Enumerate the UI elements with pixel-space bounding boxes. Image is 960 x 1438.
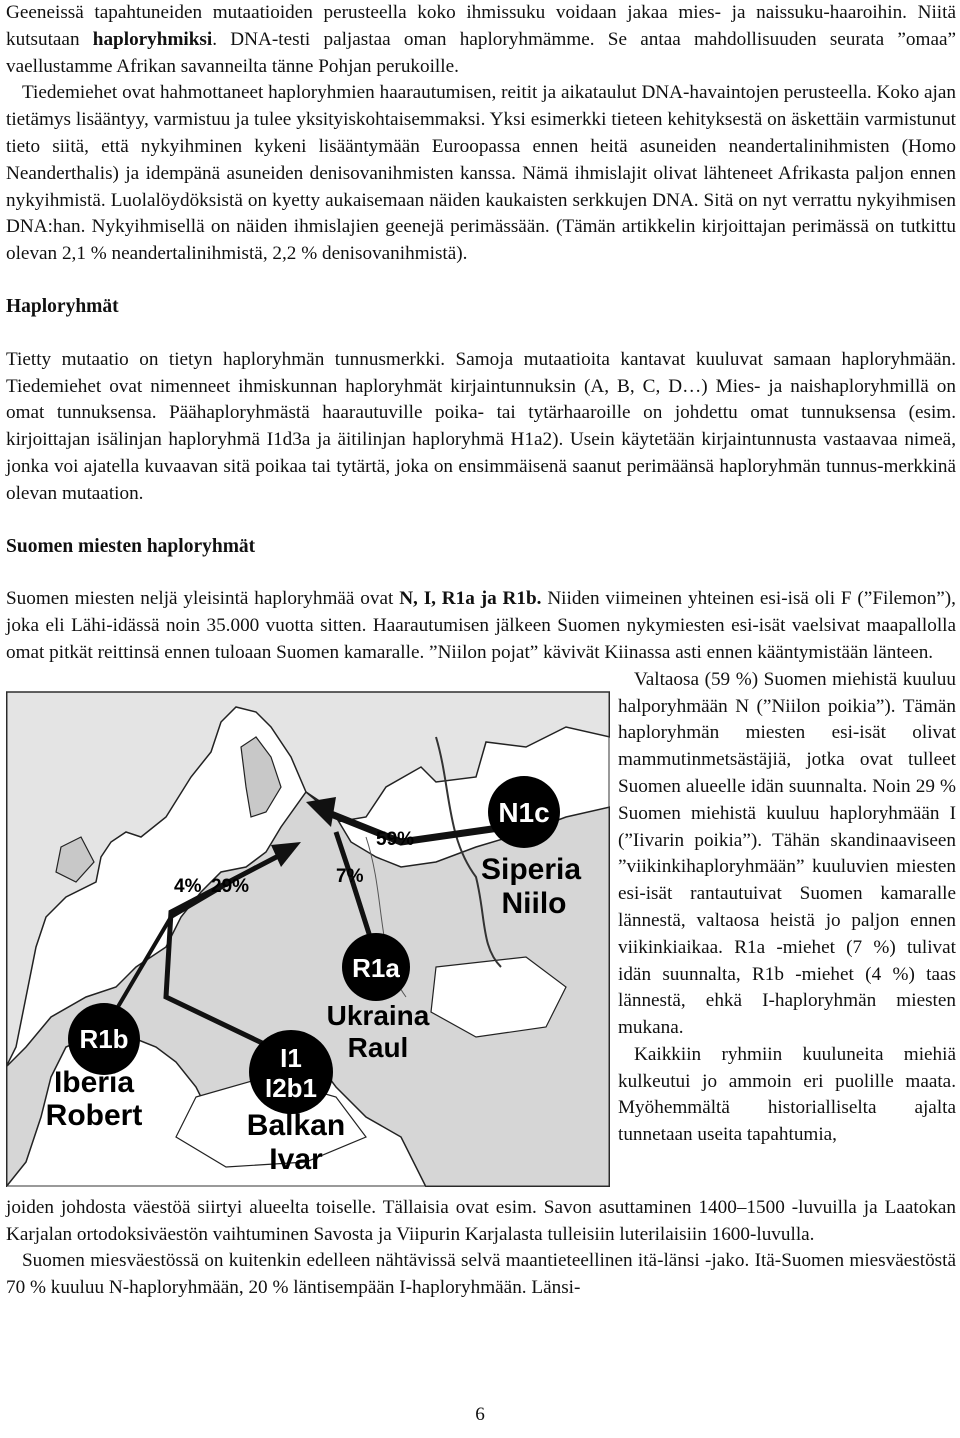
n1c-name: Niilo [501,886,567,920]
science-paragraph: Tiedemiehet ovat hahmottaneet haploryhmien haarautumisen, reitit ja aikataulut DNA-havaintojen perusteella. Koko ajan tietämys lisääntyy, varmistuu ja tulee yksityiskohtaisemmaksi. Yksi esimerkki tieteen kehityksestä on äskettäin varmistunut tieto siitä, että nykyihminen kykeni lisääntymään Euroopassa ennen heitä asuneiden neandertalinihmisten (Homo Neanderthalis) ja idempänä asuneiden denisovanihmisten kanssa. Nämä ihmislajit olivat lähteneet Afrikasta paljon ennen nykyihmistä. Luolalöydöksistä on kyetty aukaisemaan näiden kaukaisten serkkujen DNA. Sitä on nyt verrattu nykyihmisen DNA:han. Nykyihmisellä on näiden ihmislajien geenejä perimässään. (Tämän artikkelin kirjoittajan perimässä on tutkittu olevan 2,1 % neandertalinihmistä, 2,2 % denisovanihmistä). [6,82,956,265]
n1c-code: N1c [498,796,550,828]
side-paragraph-1: Valtaosa (59 %) Suomen miehistä kuuluu halporyhmään N (”Niilon poikia”). Tämän haploryhmän miesten esi-isät olivat mammutinmetsästäjiä, jotka ovat tulleet Suomen alueelle idän suunnalta. Noin 29 % Suomen miehistä kuuluu haploryhmään I (”Iivarin poikia”). Tähän skandinaaviseen ”viikinkihaploryhmään” kuuluvien miesten esi-isät rantautuivat Suomen kamaralle lännestä, valtaosa heistä jo paljon ennen viikinkiaikaa. R1a -miehet (7 %) tulivat idän suunnalta, R1b -miehet (4 %) taas lännestä, ehkä I-haploryhmän miesten mukana. [618,668,956,1039]
finnish-men-text-c: Niiden viimeinen yhteinen esi-isä oli F (”Filemon”), joka eli Lähi-idässä noin 35.000 vuotta sitten. Haarautumisen jälkeen Suomen nykymiesten esi-isät vaelsivat maapallolla omat pitkät reittinsä ennen tuloaan Suomen kamaralle. ”Niilon pojat” kävivät Kiinassa asti ennen kääntymistään länteen. [6,588,956,663]
sidebar-text [618,667,956,1149]
r1a-name: Raul [347,1031,409,1063]
east-west-paragraph: Suomen miesväestössä on kuitenkin edelleen nähtävissä selvä maantieteellinen itä-länsi -jako. Itä-Suomen miesväestöstä 70 % kuuluu N-haploryhmään, 20 % läntisempään I-haploryhmään. Länsi- [6,1250,956,1299]
r1b-region: Iberia [53,1065,135,1099]
heading-suomen-miesten: Suomen miesten haploryhmät [6,535,256,557]
migration-map [6,667,610,1187]
side-paragraph-2: Kaikkiin ryhmiin kuuluneita miehiä kulkeutui jo ammoin eri puolille maata. Myöhemmältä historialliselta ajalta tunnetaan useita tapahtumia, [618,1043,956,1146]
heading-haploryhmat: Haploryhmät [6,295,119,317]
haplogroup-paragraph: Tietty mutaatio on tietyn haploryhmän tunnusmerkki. Samoja mutaatioita kantavat kuuluvat samaan haploryhmään. Tiedemiehet ovat nimenneet ihmiskunnan haploryhmät kirjaintunnuksin (A, B, C, D…) Mies- ja naishaploryhmillä on omat tunnuksensa. Päähaploryhmästä haarautuville poika- tai tytärhaaroille on johdettu omat tunnuksensa (esim. kirjoittajan isälinjan haploryhmä I1d3a ja äitilinjan haploryhmä H1a2). Usein käytetään kirjaintunnusta vastaavaa nimeä, jonka voi ajatella kuvaavan sitä poikaa tai tytärtä, joka on ensimmäisenä saanut perimäänsä haploryhmän tunnus-merkkinä olevan mutaation. [6,348,956,504]
r1a-region: Ukraina [326,999,430,1031]
r1b-code: R1b [79,1023,129,1054]
continuation-paragraph: joiden johdosta väestöä siirtyi alueelta toiselle. Tällaisia ovat esim. Savon asuttaminen 1400–1500 -luvuilla ja Laatokan Karjalan ortodoksiväestön vaihtuminen Savosta ja Viipurin Karjalasta tulleisiin luterilaisiin 1600-luvulla. [6,1196,956,1245]
i1-name: Ivar [269,1142,323,1176]
pct-i-label: 29% [211,875,250,897]
haploryhmiksi-term: haploryhmiksi [92,28,213,50]
intro-text-c: . DNA-testi paljastaa oman haploryhmämme. Se antaa mahdollisuuden seurata ”omaa” vaellustamme Afrikan savanneilta tänne Pohjan perukoille. [6,28,956,77]
document-page [6,0,956,1302]
r1b-name: Robert [45,1098,143,1132]
pct-n-label: 59% [376,828,415,850]
i2b1-code: I2b1 [264,1072,318,1103]
pct-r1a-label: 7% [336,865,364,887]
finnish-men-paragraph [6,586,956,666]
page-number: 6 [475,1404,485,1425]
n1c-region: Siperia [480,852,582,886]
i1-region: Balkan [246,1108,346,1142]
haplogroups-list: N, I, R1a ja R1b. [399,588,542,610]
intro-text-a: Geeneissä tapahtuneiden mutaatioiden perusteella koko ihmissuku voidaan jakaa mies- ja naissuku-haaroihin. Niitä kutsutaan [6,2,956,50]
map-illustration [6,667,610,1187]
pct-r1b-label: 4% [174,875,202,897]
map-and-text-block [6,667,956,1205]
finnish-men-text-a: Suomen miesten neljä yleisintä haploryhmää ovat [6,588,400,610]
r1a-code: R1a [352,952,400,983]
i1-code: I1 [280,1042,302,1073]
intro-paragraph [6,0,956,80]
